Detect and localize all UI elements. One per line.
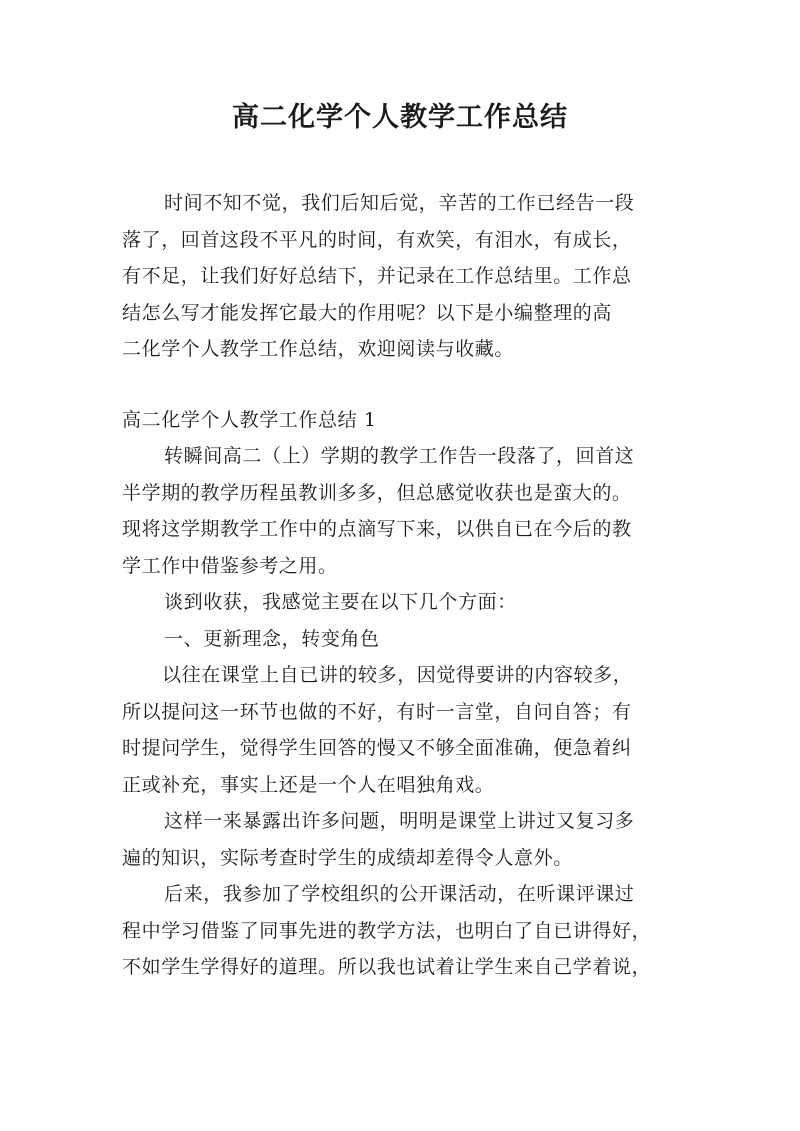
paragraph-line: 后来，我参加了学校组织的公开课活动，在听课评课过 xyxy=(164,883,635,905)
paragraph-line: 现将这学期教学工作中的点滴写下来，以供自已在今后的教 xyxy=(122,518,632,540)
paragraph-6 xyxy=(122,876,690,986)
paragraph-line: 正或补充，事实上还是一个人在唱独角戏。 xyxy=(122,773,495,796)
intro-paragraph xyxy=(122,185,690,368)
paragraph-4 xyxy=(122,657,690,803)
intro-line: 落了，回首这段不平凡的时间，有欢笑，有泪水，有成长， xyxy=(122,228,632,251)
paragraph-line: 半学期的教学历程虽教训多多，但总感觉收获也是蛮大的。 xyxy=(122,481,632,504)
section-heading: 高二化学个人教学工作总结 1 xyxy=(122,408,377,431)
intro-line: 二化学个人教学工作总结，欢迎阅读与收藏。 xyxy=(122,338,515,360)
paragraph-line: 学工作中借鉴参考之用。 xyxy=(122,554,338,577)
paragraph-1 xyxy=(122,438,690,584)
paragraph-line: 不如学生学得好的道理。所以我也试着让学生来自己学着说， xyxy=(122,956,652,978)
paragraph-line: 转瞬间高二（上）学期的教学工作告一段落了，回首这 xyxy=(164,445,635,467)
subheading-1: 一、更新理念，转变角色 xyxy=(164,627,380,650)
paragraph-line: 以往在课堂上自已讲的较多，因觉得要讲的内容较多， xyxy=(162,664,633,686)
paragraph-2: 谈到收获，我感觉主要在以下几个方面： xyxy=(164,591,517,613)
paragraph-line: 所以提问这一环节也做的不好，有时一言堂，自问自答；有 xyxy=(122,700,632,723)
paragraph-gap xyxy=(122,368,690,402)
document-body xyxy=(122,185,690,986)
paragraph-line: 程中学习借鉴了同事先进的教学方法，也明白了自已讲得好， xyxy=(122,919,652,942)
document-title: 高二化学个人教学工作总结 xyxy=(232,102,568,133)
paragraph-line: 这样一来暴露出许多问题，明明是课堂上讲过又复习多 xyxy=(164,810,635,832)
intro-line: 结怎么写才能发挥它最大的作用呢？以下是小编整理的高 xyxy=(122,301,613,324)
intro-line: 有不足，让我们好好总结下，并记录在工作总结里。工作总 xyxy=(122,265,632,287)
intro-line: 时间不知不觉，我们后知后觉，辛苦的工作已经告一段 xyxy=(164,192,635,214)
paragraph-line: 时提问学生，觉得学生回答的慢又不够全面准确，便急着纠 xyxy=(122,737,632,759)
paragraph-line: 遍的知识，实际考查时学生的成绩却差得令人意外。 xyxy=(122,846,573,869)
paragraph-5 xyxy=(122,803,690,876)
